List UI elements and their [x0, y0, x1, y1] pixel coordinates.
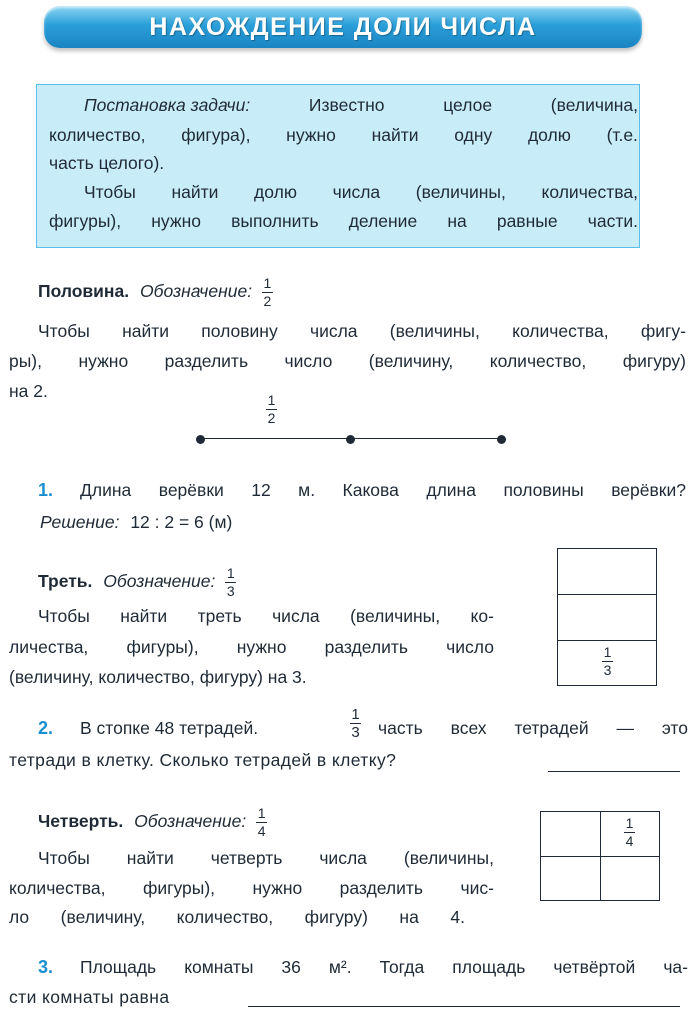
word: чис- — [460, 878, 494, 898]
word: фигуру) — [304, 907, 368, 927]
word: выполнить — [231, 211, 319, 231]
word: на — [399, 907, 419, 927]
word: треть — [197, 606, 242, 626]
word: нужно — [78, 351, 129, 371]
task-3-line-1 — [80, 957, 688, 978]
word: числа — [332, 182, 381, 202]
third-fraction — [225, 566, 236, 599]
word: (величину, — [60, 907, 146, 927]
solution-label: Решение — [40, 512, 115, 532]
word: фигуры), — [49, 211, 122, 231]
word: числа — [319, 848, 367, 868]
word: (величины, — [350, 606, 441, 626]
third-rule-line-1 — [38, 606, 494, 627]
word: найти — [126, 848, 174, 868]
word: личества, — [9, 637, 89, 657]
third-notation-label: Обозначение: — [103, 571, 216, 592]
quarter-heading-row: Четверть. Обозначение: $\frac{1}{4}$ — [38, 805, 266, 839]
segment-point-end — [497, 435, 506, 444]
fraction-numerator: 1 — [351, 706, 360, 723]
word: четверть — [210, 848, 283, 868]
word: часть — [378, 718, 423, 738]
word: фигура), — [181, 125, 251, 145]
word: фигуру) — [622, 351, 686, 371]
word: Какова — [342, 480, 399, 500]
word: найти — [120, 606, 168, 626]
task-2-part-2 — [378, 718, 688, 739]
task-2-line-2: тетради в клетку. Сколько тетрадей в клетку? — [9, 750, 397, 770]
word: ры), — [9, 351, 43, 371]
word: (величина, — [550, 95, 638, 115]
word: найти — [171, 182, 219, 202]
task-3-number-cell — [38, 957, 53, 978]
word: площадь — [452, 957, 526, 977]
word: Чтобы — [38, 321, 90, 341]
word: на — [447, 211, 467, 231]
word: количества, — [512, 321, 609, 341]
third-rule-line-2 — [9, 637, 494, 658]
word: долю — [254, 182, 297, 202]
word: Чтобы — [38, 606, 90, 626]
fraction-denominator: 3 — [603, 662, 612, 678]
intro-line-4 — [84, 182, 638, 203]
word: (величину, — [368, 351, 454, 371]
third-heading: Треть — [38, 571, 88, 592]
word: 4. — [450, 907, 465, 927]
word: фигуры), — [126, 637, 199, 657]
word: количество, — [489, 351, 587, 371]
intro-line-1 — [84, 95, 638, 116]
thirds-fraction-label — [602, 645, 613, 678]
word: нужно — [236, 637, 287, 657]
word: четвёртой — [553, 957, 636, 977]
word: 36 — [281, 957, 301, 977]
half-fraction — [262, 276, 273, 309]
word: деление — [348, 211, 418, 231]
word: Известно — [308, 95, 385, 115]
quarter-rule-line-1 — [38, 848, 494, 869]
thirds-divider-2 — [557, 640, 657, 641]
half-heading-row: Половина. Обозначение: $\frac{1}{2}$ — [38, 275, 272, 309]
word: число — [284, 351, 333, 371]
page-title: НАХОЖДЕНИЕ ДОЛИ ЧИСЛА — [44, 6, 642, 48]
word: целое — [443, 95, 493, 115]
intro-line-2 — [49, 125, 638, 146]
fraction-denominator: 3 — [351, 724, 360, 741]
quarters-fraction-label — [624, 816, 635, 849]
fraction-numerator: 1 — [226, 565, 235, 581]
fraction-denominator: 4 — [257, 823, 266, 839]
word: Чтобы — [84, 182, 136, 202]
task-2-number-cell — [38, 718, 53, 739]
task-3-line-2: сти комнаты равна — [9, 987, 170, 1007]
word: верёвки? — [611, 480, 686, 500]
word: равные — [496, 211, 558, 231]
word: нужно — [151, 211, 201, 231]
word: долю — [527, 125, 571, 145]
fraction-numerator: 1 — [267, 392, 276, 408]
word: ло — [9, 907, 30, 927]
segment-point-start — [196, 435, 205, 444]
word: количество, — [176, 907, 274, 927]
half-rule-line-1 — [38, 321, 686, 342]
word: всех — [450, 718, 487, 738]
third-heading-row: Треть. Обозначение: $\frac{1}{3}$ — [38, 565, 235, 599]
quarter-notation-label: Обозначение: — [134, 811, 247, 832]
segment-point-middle — [346, 435, 355, 444]
task-1-number: 1. — [38, 480, 54, 500]
word: м². — [328, 957, 352, 977]
word: число — [446, 637, 494, 657]
quarter-fraction — [256, 806, 267, 839]
word: количества, — [541, 182, 638, 202]
word: нужно — [286, 125, 336, 145]
word: ко- — [470, 606, 494, 626]
word: части. — [587, 211, 638, 231]
word: Тогда — [379, 957, 425, 977]
word: верёвки — [158, 480, 224, 500]
word: количества, — [9, 878, 106, 898]
quarter-heading: Четверть — [38, 811, 119, 832]
solution-value: 12 : 2 = 6 (м) — [130, 512, 233, 532]
fraction-denominator: 2 — [267, 410, 276, 426]
fraction-numerator: 1 — [603, 644, 612, 660]
thirds-divider-1 — [557, 594, 657, 595]
half-notation-label: Обозначение: — [139, 281, 253, 302]
word: 12 — [251, 480, 271, 500]
task-1-text — [80, 480, 686, 501]
word: числа — [272, 606, 320, 626]
word: фигу- — [640, 321, 686, 341]
fraction-numerator: 1 — [625, 815, 634, 831]
task-2-part-1: В стопке 48 тетрадей. — [80, 718, 259, 738]
intro-label: Постановка задачи: — [84, 95, 251, 115]
word: комнаты — [184, 957, 254, 977]
half-heading: Половина — [38, 281, 125, 302]
fraction-denominator: 3 — [226, 583, 235, 599]
word: половину — [201, 321, 278, 341]
quarter-rule-line-2 — [9, 878, 494, 899]
fraction-numerator: 1 — [257, 805, 266, 821]
word: количество, — [49, 125, 146, 145]
word: (величины, — [403, 848, 494, 868]
word: тетрадей — [514, 718, 589, 738]
word: (т.е. — [606, 125, 638, 145]
task-3-number: 3. — [38, 957, 54, 977]
word: длина — [426, 480, 476, 500]
half-rule-line-3: на 2. — [9, 381, 48, 401]
task-2-fraction — [350, 707, 361, 740]
word: это — [661, 718, 688, 738]
task-1-solution: Решение: 12 : 2 = 6 (м) — [40, 512, 233, 532]
word: половины — [503, 480, 584, 500]
word: Площадь — [80, 957, 157, 977]
task-2-answer-blank[interactable] — [548, 771, 680, 772]
word: — — [616, 718, 634, 738]
word: найти — [371, 125, 419, 145]
fraction-numerator: 1 — [263, 275, 272, 291]
word: фигуры), — [142, 878, 216, 898]
fraction-denominator: 2 — [263, 293, 272, 309]
word: Длина — [80, 480, 132, 500]
word: Чтобы — [38, 848, 90, 868]
word: одну — [454, 125, 493, 145]
word: (величины, — [415, 182, 506, 202]
quarters-divider-vertical — [600, 811, 601, 901]
half-rule-line-2 — [9, 351, 686, 372]
task-3-answer-blank[interactable] — [248, 1006, 680, 1007]
word: разделить — [339, 878, 424, 898]
word: м. — [298, 480, 316, 500]
fraction-denominator: 4 — [625, 833, 634, 849]
task-1-number-cell — [38, 480, 53, 501]
word: найти — [122, 321, 170, 341]
word: нужно — [252, 878, 303, 898]
word: числа — [309, 321, 358, 341]
task-2-number: 2. — [38, 718, 54, 738]
intro-line-3: часть целого). — [49, 153, 165, 173]
intro-line-5 — [49, 211, 638, 232]
third-rule-line-3: (величину, количество, фигуру) на 3. — [9, 667, 307, 687]
quarter-rule-line-3 — [9, 907, 465, 928]
word: (величины, — [389, 321, 480, 341]
word: ча- — [663, 957, 688, 977]
segment-fraction-label — [266, 393, 277, 426]
word: разделить — [324, 637, 408, 657]
word: разделить — [164, 351, 249, 371]
